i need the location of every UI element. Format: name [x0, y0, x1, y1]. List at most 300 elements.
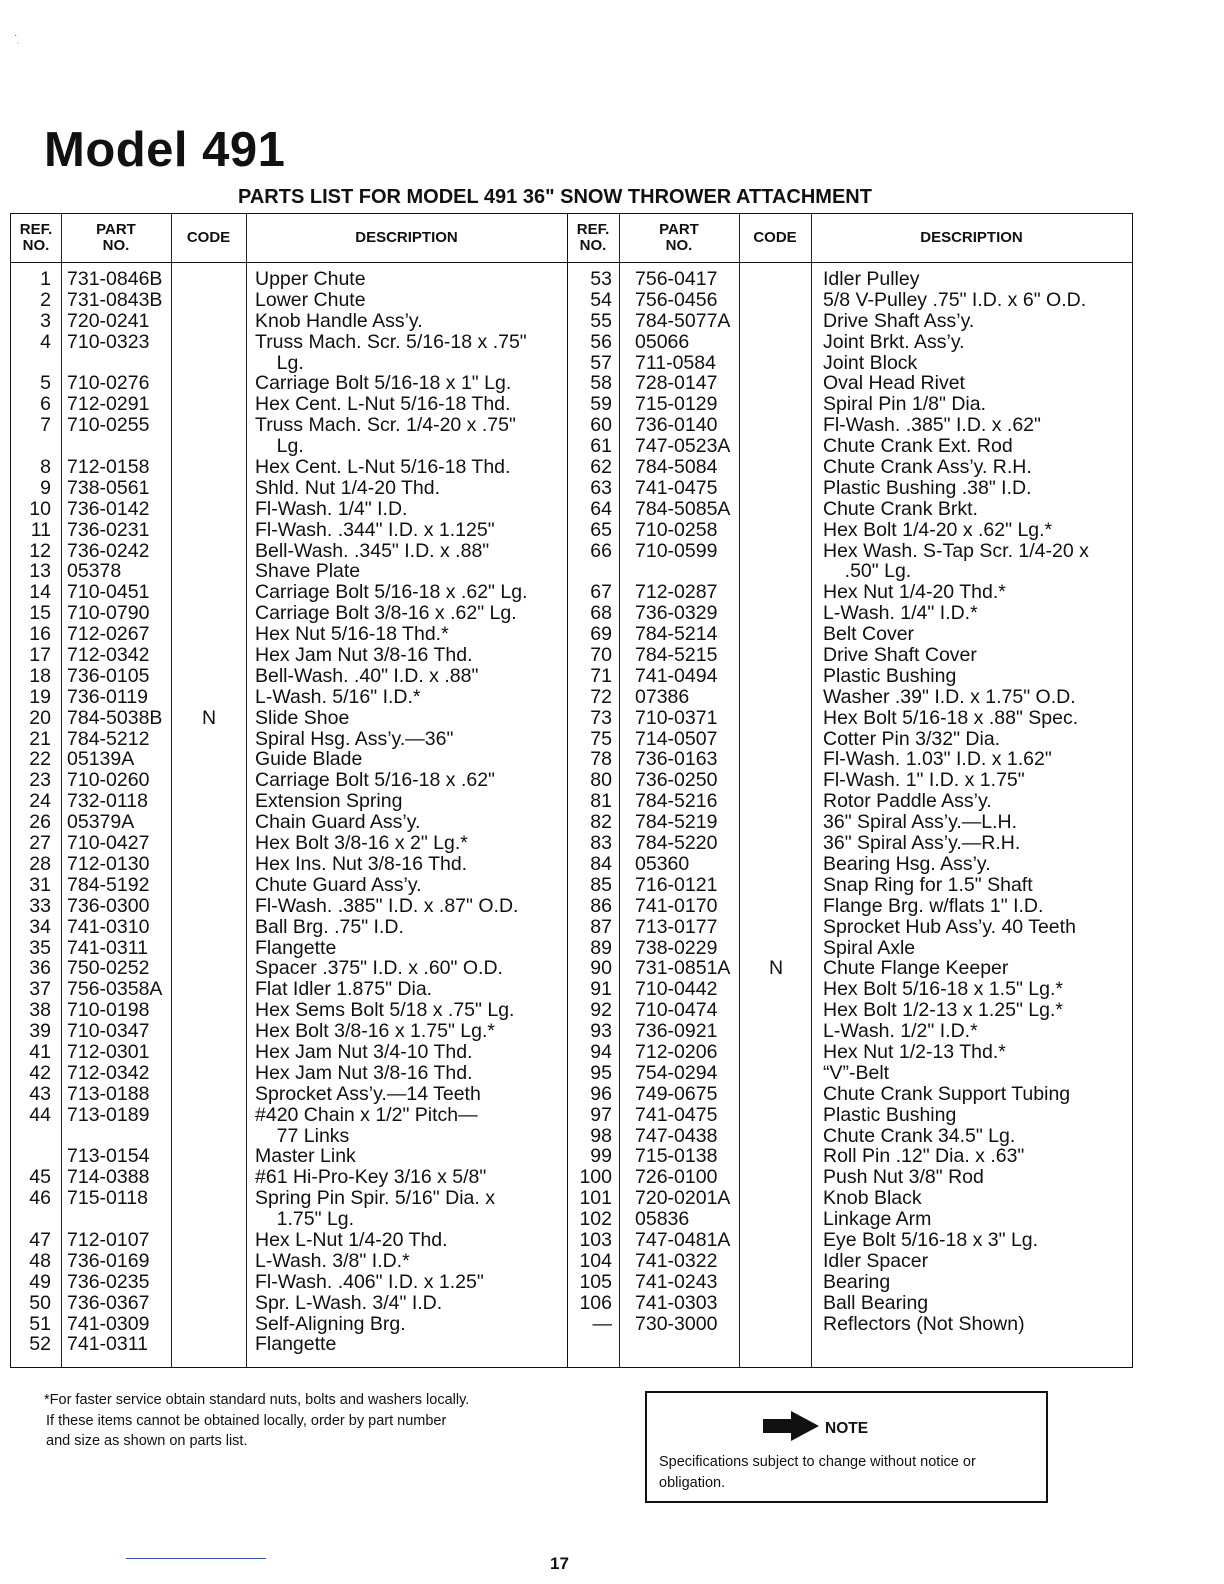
cell-ref: 66: [590, 539, 612, 562]
cell-part: 712-0301: [67, 1040, 150, 1063]
cell-desc: Ball Bearing: [823, 1291, 929, 1314]
footnote-line-2: If these items cannot be obtained locally, order by part number: [46, 1412, 447, 1429]
note-box: [645, 1391, 1048, 1503]
cell-code: N: [768, 957, 784, 980]
cell-ref: 53: [590, 268, 612, 290]
cell-part: 710-0371: [635, 706, 718, 729]
cell-desc: Bearing: [823, 1270, 891, 1293]
cell-desc: Hex Bolt 1/2-13 x 1.25" Lg.*: [823, 999, 1063, 1022]
cell-ref: 39: [29, 1020, 51, 1043]
cell-part: 741-0475: [635, 1103, 718, 1126]
table-row: [11, 958, 1132, 979]
cell-part: 736-0140: [635, 414, 718, 437]
cell-part: 05379A: [67, 811, 135, 834]
table-row: [11, 520, 1132, 541]
cell-part: 712-0107: [67, 1228, 150, 1251]
cell-ref: 56: [590, 330, 612, 353]
footnote-line-1: *For faster service obtain standard nuts, bolts and washers locally.: [44, 1392, 470, 1408]
cell-part: 736-0119: [67, 685, 148, 708]
table-row: [11, 1293, 1132, 1314]
table-row: [11, 1084, 1132, 1105]
cell-desc: Cotter Pin 3/32" Dia.: [823, 727, 1001, 750]
cell-part: 713-0177: [635, 915, 718, 938]
cell-part: 736-0142: [67, 497, 150, 520]
cell-ref: 28: [29, 852, 51, 875]
page-rule: [126, 1558, 266, 1559]
cell-part: 736-0231: [67, 518, 150, 541]
cell-desc: Spr. L-Wash. 3/4" I.D.: [255, 1291, 443, 1314]
cell-ref: 22: [29, 748, 51, 771]
cell-part: 712-0287: [635, 581, 718, 604]
cell-ref: 101: [579, 1187, 612, 1210]
cell-part: 741-0310: [67, 915, 150, 938]
cell-part: 710-0276: [67, 372, 150, 395]
cell-part: 710-0790: [67, 602, 150, 625]
cell-ref: 20: [29, 706, 51, 729]
cell-desc: Fl-Wash. 1.03" I.D. x 1.62": [823, 748, 1052, 771]
cell-desc: Idler Spacer: [823, 1249, 929, 1272]
cell-ref: 84: [590, 852, 612, 875]
cell-ref: 3: [40, 309, 51, 332]
table-row: [11, 1105, 1132, 1126]
cell-desc: Lower Chute: [255, 288, 366, 311]
cell-desc: Self-Aligning Brg.: [255, 1312, 406, 1335]
cell-ref: 100: [579, 1166, 612, 1189]
cell-ref: 16: [29, 623, 51, 646]
cell-part: 741-0303: [635, 1291, 718, 1314]
cell-ref: 5: [40, 372, 51, 395]
table-row: [11, 812, 1132, 833]
footnote-line-3: and size as shown on parts list.: [46, 1433, 248, 1449]
cell-desc: Fl-Wash. 1" I.D. x 1.75": [823, 769, 1025, 792]
page-title: Model 491: [44, 123, 286, 177]
cell-desc: Fl-Wash. .385" I.D. x .62": [823, 414, 1041, 437]
table-row: [11, 499, 1132, 520]
table-row: [11, 1000, 1132, 1021]
table-row: [11, 749, 1132, 770]
cell-ref: 21: [29, 727, 51, 750]
cell-ref: 85: [590, 873, 612, 896]
cell-desc: Sprocket Ass’y.—14 Teeth: [255, 1082, 481, 1105]
cell-desc: L-Wash. 1/2" I.D.*: [823, 1020, 978, 1043]
cell-part: 741-0311: [67, 936, 148, 959]
cell-ref: 60: [590, 414, 612, 437]
cell-desc: .50" Lg.: [823, 560, 912, 583]
table-row: [11, 603, 1132, 624]
cell-part: 710-0347: [67, 1020, 150, 1043]
cell-desc: Hex Bolt 5/16-18 x .88" Spec.: [823, 706, 1079, 729]
cell-ref: 19: [29, 685, 51, 708]
cell-ref: 106: [579, 1291, 612, 1314]
cell-part: 05360: [635, 852, 690, 875]
cell-ref: 105: [579, 1270, 612, 1293]
cell-desc: Spiral Pin 1/8" Dia.: [823, 393, 986, 416]
cell-part: 756-0417: [635, 268, 718, 290]
cell-part: 713-0154: [67, 1145, 150, 1168]
table-row: [11, 1334, 1132, 1355]
cell-ref: 33: [29, 894, 51, 917]
cell-part: 747-0481A: [635, 1228, 731, 1251]
cell-ref: 14: [29, 581, 51, 604]
cell-desc: Bell-Wash. .40" I.D. x .88": [255, 664, 479, 687]
table-row: [11, 1146, 1132, 1167]
cell-part: 05066: [635, 330, 690, 353]
table-title: PARTS LIST FOR MODEL 491 36" SNOW THROWER ATTACHMENT: [238, 186, 872, 208]
cell-part: 713-0189: [67, 1103, 150, 1126]
cell-ref: 87: [590, 915, 612, 938]
cell-part: 716-0121: [635, 873, 718, 896]
cell-desc: Extension Spring: [255, 790, 403, 813]
table-row: [11, 896, 1132, 917]
cell-ref: 17: [29, 644, 51, 667]
cell-part: 710-0451: [67, 581, 150, 604]
cell-ref: 62: [590, 456, 612, 479]
cell-ref: 35: [29, 936, 51, 959]
table-row: [11, 708, 1132, 729]
cell-desc: Upper Chute: [255, 268, 366, 290]
cell-part: 741-0311: [67, 1333, 148, 1356]
table-row: [11, 1021, 1132, 1042]
cell-part: 736-0921: [635, 1020, 718, 1043]
table-row: [11, 561, 1132, 582]
arrow-right-icon: [763, 1411, 819, 1446]
cell-ref: 1: [40, 268, 51, 290]
cell-part: 710-0258: [635, 518, 718, 541]
cell-desc: Hex Jam Nut 3/8-16 Thd.: [255, 1061, 473, 1084]
table-row: [11, 1126, 1132, 1147]
cell-part: 731-0851A: [635, 957, 731, 980]
cell-desc: Drive Shaft Cover: [823, 644, 977, 667]
table-row: [11, 770, 1132, 791]
cell-desc: Shave Plate: [255, 560, 361, 583]
cell-desc: Carriage Bolt 5/16-18 x .62": [255, 769, 495, 792]
cell-part: 784-5212: [67, 727, 150, 750]
cell-part: 736-0235: [67, 1270, 150, 1293]
cell-ref: 90: [590, 957, 612, 980]
cell-part: 747-0523A: [635, 435, 731, 458]
cell-desc: 36" Spiral Ass’y.—L.H.: [823, 811, 1018, 834]
page-number: 17: [550, 1554, 569, 1573]
cell-part: 731-0846B: [67, 268, 163, 290]
cell-desc: Chute Guard Ass’y.: [255, 873, 422, 896]
cell-part: 05139A: [67, 748, 135, 771]
cell-desc: Spiral Axle: [823, 936, 916, 959]
cell-ref: 72: [590, 685, 612, 708]
cell-ref: 91: [590, 978, 612, 1001]
cell-part: 712-0342: [67, 1061, 150, 1084]
cell-part: 736-0250: [635, 769, 718, 792]
cell-ref: 70: [590, 644, 612, 667]
cell-desc: Knob Handle Ass’y.: [255, 309, 423, 332]
cell-desc: Ball Brg. .75" I.D.: [255, 915, 404, 938]
table-row: [11, 353, 1132, 374]
cell-part: 712-0291: [67, 393, 150, 416]
cell-desc: Plastic Bushing: [823, 1103, 957, 1126]
cell-ref: 42: [29, 1061, 51, 1084]
cell-desc: Hex Bolt 1/4-20 x .62" Lg.*: [823, 518, 1053, 541]
table-row: [11, 394, 1132, 415]
cell-ref: —: [592, 1312, 612, 1335]
cell-desc: Plastic Bushing .38" I.D.: [823, 476, 1032, 499]
cell-ref: 57: [590, 351, 612, 374]
cell-desc: Fl-Wash. .344" I.D. x 1.125": [255, 518, 495, 541]
cell-desc: Hex Nut 5/16-18 Thd.*: [255, 623, 449, 646]
cell-ref: 59: [590, 393, 612, 416]
cell-part: 754-0294: [635, 1061, 718, 1084]
cell-part: 736-0300: [67, 894, 150, 917]
cell-ref: 94: [590, 1040, 612, 1063]
cell-ref: 64: [590, 497, 612, 520]
cell-desc: Hex Nut 1/2-13 Thd.*: [823, 1040, 1006, 1063]
cell-ref: 24: [29, 790, 51, 813]
cell-ref: 71: [590, 664, 612, 687]
cell-desc: Bell-Wash. .345" I.D. x .88": [255, 539, 490, 562]
header-ref-right: REF. NO.: [576, 221, 610, 254]
cell-ref: 104: [579, 1249, 612, 1272]
cell-desc: 1.75" Lg.: [255, 1208, 355, 1231]
table-row: [11, 1042, 1132, 1063]
cell-desc: Chain Guard Ass’y.: [255, 811, 421, 834]
cell-part: 736-0169: [67, 1249, 150, 1272]
cell-part: 712-0158: [67, 456, 150, 479]
cell-part: 728-0147: [635, 372, 718, 395]
cell-desc: Sprocket Hub Ass’y. 40 Teeth: [823, 915, 1076, 938]
cell-desc: L-Wash. 5/16" I.D.*: [255, 685, 421, 708]
cell-part: 784-5214: [635, 623, 718, 646]
cell-ref: 102: [579, 1208, 612, 1231]
cell-desc: 77 Links: [255, 1124, 350, 1147]
cell-desc: Push Nut 3/8" Rod: [823, 1166, 984, 1189]
cell-ref: 89: [590, 936, 612, 959]
cell-desc: Chute Crank Ass’y. R.H.: [823, 456, 1032, 479]
cell-part: 710-0198: [67, 999, 150, 1022]
cell-desc: Joint Brkt. Ass’y.: [823, 330, 965, 353]
cell-part: 736-0105: [67, 664, 150, 687]
cell-ref: 34: [29, 915, 51, 938]
cell-ref: 61: [590, 435, 612, 458]
cell-desc: Belt Cover: [823, 623, 915, 646]
table-row: [11, 645, 1132, 666]
cell-part: 730-3000: [635, 1312, 718, 1335]
table-row: [11, 1314, 1132, 1335]
table-row: [11, 373, 1132, 394]
cell-desc: Bearing Hsg. Ass’y.: [823, 852, 991, 875]
cell-desc: Knob Black: [823, 1187, 922, 1210]
cell-ref: 27: [29, 832, 51, 855]
cell-desc: Snap Ring for 1.5" Shaft: [823, 873, 1033, 896]
cell-ref: 65: [590, 518, 612, 541]
cell-ref: 81: [590, 790, 612, 813]
cell-desc: Hex Jam Nut 3/8-16 Thd.: [255, 644, 473, 667]
table-row: [11, 833, 1132, 854]
cell-part: 05836: [635, 1208, 690, 1231]
cell-ref: 69: [590, 623, 612, 646]
cell-part: 738-0229: [635, 936, 718, 959]
cell-ref: 96: [590, 1082, 612, 1105]
cell-part: 720-0241: [67, 309, 150, 332]
cell-part: 07386: [635, 685, 690, 708]
cell-desc: Slide Shoe: [255, 706, 350, 729]
table-row: [11, 687, 1132, 708]
cell-part: 784-5216: [635, 790, 718, 813]
cell-ref: 50: [29, 1291, 51, 1314]
cell-desc: Joint Block: [823, 351, 918, 374]
cell-desc: Oval Head Rivet: [823, 372, 965, 395]
header-code-right: CODE: [753, 229, 797, 246]
cell-ref: 4: [40, 330, 51, 353]
cell-ref: 55: [590, 309, 612, 332]
cell-ref: 31: [29, 873, 51, 896]
table-row: [11, 1230, 1132, 1251]
table-row: [11, 269, 1132, 290]
cell-part: 784-5219: [635, 811, 718, 834]
parts-table: [10, 213, 1133, 1368]
cell-desc: Reflectors (Not Shown): [823, 1312, 1025, 1335]
cell-ref: 92: [590, 999, 612, 1022]
cell-ref: 47: [29, 1228, 51, 1251]
cell-ref: 51: [29, 1312, 51, 1335]
table-row: [11, 938, 1132, 959]
cell-part: 741-0170: [635, 894, 718, 917]
cell-part: 756-0358A: [67, 978, 163, 1001]
cell-ref: 49: [29, 1270, 51, 1293]
cell-part: 749-0675: [635, 1082, 718, 1105]
cell-part: 714-0388: [67, 1166, 150, 1189]
cell-part: 711-0584: [635, 351, 716, 374]
parts-list-right: [11, 269, 1132, 1334]
cell-desc: Fl-Wash. 1/4" I.D.: [255, 497, 408, 520]
cell-desc: Flangette: [255, 936, 337, 959]
cell-part: 736-0242: [67, 539, 150, 562]
table-row: [11, 666, 1132, 687]
cell-desc: Spring Pin Spir. 5/16" Dia. x: [255, 1187, 495, 1210]
cell-part: 710-0260: [67, 769, 150, 792]
cell-ref: 86: [590, 894, 612, 917]
cell-desc: Chute Crank Brkt.: [823, 497, 978, 520]
cell-ref: 44: [29, 1103, 51, 1126]
cell-ref: 103: [579, 1228, 612, 1251]
cell-desc: Shld. Nut 1/4-20 Thd.: [255, 476, 441, 499]
table-row: [11, 979, 1132, 1000]
table-row: [11, 436, 1132, 457]
header-part-right: PART NO.: [659, 221, 699, 254]
cell-part: 741-0243: [635, 1270, 718, 1293]
cell-desc: Hex Cent. L-Nut 5/16-18 Thd.: [255, 456, 511, 479]
header-part-left: PART NO.: [96, 221, 136, 254]
cell-desc: Spiral Hsg. Ass’y.—36": [255, 727, 454, 750]
note-text: Specifications subject to change without notice or obligation.: [659, 1454, 976, 1491]
table-row: [11, 791, 1132, 812]
cell-part: 732-0118: [67, 790, 148, 813]
cell-desc: Hex Cent. L-Nut 5/16-18 Thd.: [255, 393, 511, 416]
cell-desc: Rotor Paddle Ass’y.: [823, 790, 992, 813]
cell-ref: 6: [40, 393, 51, 416]
cell-part: 731-0843B: [67, 288, 163, 311]
cell-desc: Lg.: [255, 351, 304, 374]
cell-part: 784-5085A: [635, 497, 731, 520]
table-row: [11, 1167, 1132, 1188]
cell-ref: 11: [30, 518, 51, 541]
cell-ref: 58: [590, 372, 612, 395]
cell-part: 710-0599: [635, 539, 718, 562]
header-desc-left: DESCRIPTION: [355, 229, 458, 246]
cell-part: 710-0442: [635, 978, 718, 1001]
table-row: [11, 541, 1132, 562]
table-row: [11, 624, 1132, 645]
cell-ref: 83: [590, 832, 612, 855]
cell-ref: 12: [29, 539, 51, 562]
cell-desc: Fl-Wash. .385" I.D. x .87" O.D.: [255, 894, 519, 917]
cell-ref: 73: [590, 706, 612, 729]
cell-desc: Chute Flange Keeper: [823, 957, 1009, 980]
cell-desc: Truss Mach. Scr. 1/4-20 x .75": [255, 414, 516, 437]
cell-ref: 23: [29, 769, 51, 792]
table-row: [11, 311, 1132, 332]
cell-desc: 36" Spiral Ass’y.—R.H.: [823, 832, 1021, 855]
cell-desc: Carriage Bolt 3/8-16 x .62" Lg.: [255, 602, 517, 625]
cell-ref: 95: [590, 1061, 612, 1084]
cell-part: 750-0252: [67, 957, 150, 980]
cell-part: 714-0507: [635, 727, 718, 750]
cell-desc: Hex Bolt 3/8-16 x 2" Lg.*: [255, 832, 468, 855]
cell-desc: Idler Pulley: [823, 268, 920, 290]
cell-desc: L-Wash. 3/8" I.D.*: [255, 1249, 410, 1272]
cell-desc: Flange Brg. w/flats 1" I.D.: [823, 894, 1044, 917]
cell-ref: 43: [29, 1082, 51, 1105]
cell-ref: 2: [40, 288, 51, 311]
cell-desc: “V”-Belt: [823, 1061, 890, 1084]
cell-part: 756-0456: [635, 288, 718, 311]
cell-desc: Hex Nut 1/4-20 Thd.*: [823, 581, 1006, 604]
cell-ref: 48: [29, 1249, 51, 1272]
cell-part: 741-0322: [635, 1249, 718, 1272]
table-row: [11, 1272, 1132, 1293]
cell-desc: Carriage Bolt 5/16-18 x 1" Lg.: [255, 372, 512, 395]
header-code-left: CODE: [186, 229, 231, 246]
cell-ref: 8: [40, 456, 51, 479]
cell-part: 715-0118: [67, 1187, 148, 1210]
cell-part: 741-0475: [635, 476, 718, 499]
cell-desc: Truss Mach. Scr. 5/16-18 x .75": [255, 330, 527, 353]
scan-specks: · ˙: [14, 30, 21, 53]
table-row: [11, 1188, 1132, 1209]
cell-desc: #420 Chain x 1/2" Pitch—: [255, 1103, 478, 1126]
cell-desc: Plastic Bushing: [823, 664, 957, 687]
cell-part: 736-0367: [67, 1291, 150, 1314]
cell-part: 784-5220: [635, 832, 718, 855]
cell-part: 720-0201A: [635, 1187, 731, 1210]
cell-desc: Spacer .375" I.D. x .60" O.D.: [255, 957, 503, 980]
cell-code: N: [201, 706, 217, 729]
cell-desc: Chute Crank 34.5" Lg.: [823, 1124, 1016, 1147]
table-row: [11, 1063, 1132, 1084]
cell-ref: 18: [29, 664, 51, 687]
table-row: [11, 917, 1132, 938]
cell-ref: 13: [29, 560, 51, 583]
cell-desc: Hex Wash. S-Tap Scr. 1/4-20 x: [823, 539, 1089, 562]
cell-ref: 68: [590, 602, 612, 625]
cell-part: 784-5215: [635, 644, 718, 667]
cell-desc: Master Link: [255, 1145, 356, 1168]
cell-desc: Hex Bolt 3/8-16 x 1.75" Lg.*: [255, 1020, 495, 1043]
cell-ref: 82: [590, 811, 612, 834]
cell-desc: Hex L-Nut 1/4-20 Thd.: [255, 1228, 448, 1251]
cell-ref: 97: [590, 1103, 612, 1126]
cell-part: 05378: [67, 560, 122, 583]
cell-ref: 99: [590, 1145, 612, 1168]
cell-ref: 38: [29, 999, 51, 1022]
cell-ref: 10: [29, 497, 51, 520]
